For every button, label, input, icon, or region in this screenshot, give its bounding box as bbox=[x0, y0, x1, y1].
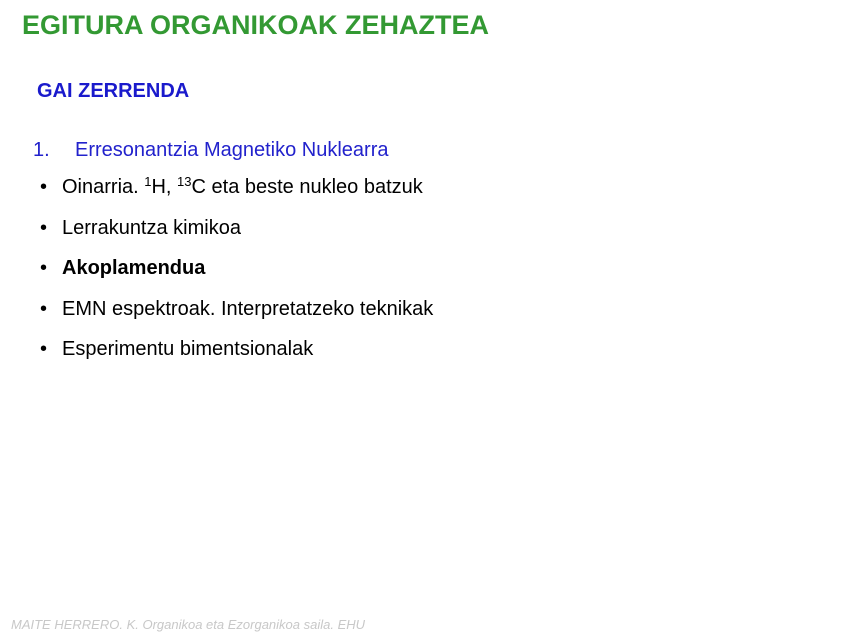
bullet-marker: • bbox=[40, 257, 48, 279]
text-prefix: Oinarria. bbox=[62, 176, 145, 198]
slide-title: EGITURA ORGANIKOAK ZEHAZTEA bbox=[22, 10, 489, 40]
list-item bbox=[40, 257, 433, 298]
bullet-marker: • bbox=[40, 297, 48, 320]
bullet-marker: • bbox=[40, 176, 48, 198]
section-number: 1. bbox=[33, 139, 50, 161]
section-heading bbox=[33, 139, 389, 162]
superscript-mass-number: 1 bbox=[144, 174, 152, 189]
footer-credit: MAITE HERRERO. K. Organikoa eta Ezorganikoa saila. EHU bbox=[11, 617, 366, 632]
superscript-mass-number: 13 bbox=[177, 174, 192, 189]
bullet-marker: • bbox=[40, 216, 48, 239]
text-suffix: C eta beste nukleo batzuk bbox=[191, 176, 423, 198]
list-item-text: Esperimentu bimentsionalak bbox=[62, 338, 314, 360]
list-item-text: EMN espektroak. Interpretatzeko teknikak bbox=[62, 297, 434, 320]
list-item-text bbox=[62, 176, 423, 199]
list-item bbox=[40, 298, 433, 339]
slide-subtitle: GAI ZERRENDA bbox=[37, 80, 190, 102]
section-label: Erresonantzia Magnetiko Nuklearra bbox=[75, 139, 389, 161]
topic-list bbox=[40, 176, 433, 379]
list-item-text: Lerrakuntza kimikoa bbox=[62, 216, 241, 239]
bullet-marker: • bbox=[40, 338, 48, 360]
list-item bbox=[40, 338, 433, 379]
list-item-text: Akoplamendua bbox=[62, 257, 206, 279]
text-mid: H, bbox=[151, 176, 178, 198]
list-item bbox=[40, 217, 433, 258]
list-item bbox=[40, 176, 433, 217]
